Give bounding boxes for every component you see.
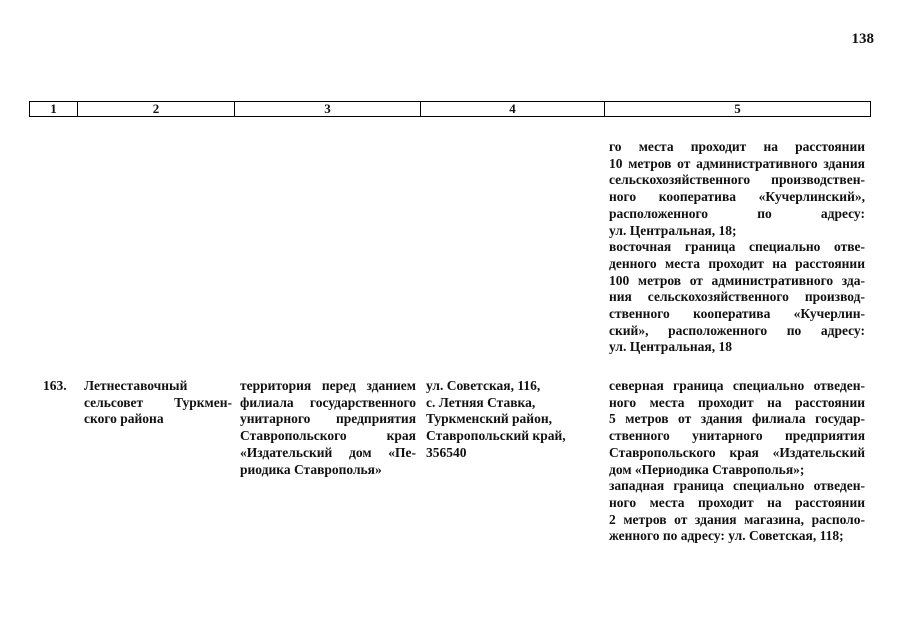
- text-line: Ставропольский край,: [426, 428, 566, 444]
- text-line: восточная граница специально отве-: [609, 239, 865, 255]
- text-line: Ставропольского края: [240, 428, 416, 444]
- text-line: 10 метров от административного здания: [609, 155, 865, 171]
- text-line: 2 метров от здания магазина, располо-: [609, 511, 865, 527]
- text-line: 5 метров от здания филиала государ-: [609, 411, 865, 427]
- text-line: западная граница специально отведен-: [609, 478, 865, 494]
- table-header-row: [29, 101, 871, 117]
- header-col-5: 5: [734, 101, 741, 116]
- text-line: филиала государственного: [240, 394, 416, 410]
- row-number: 163.: [43, 378, 67, 393]
- continuation-col5-text: [609, 139, 865, 356]
- text-line: ственного унитарного предприятия: [609, 428, 865, 444]
- text-line: «Издательский дом «Пе-: [240, 444, 416, 460]
- text-line: женного по адресу: ул. Советская, 118;: [609, 528, 844, 544]
- text-line: Ставропольского края «Издательский: [609, 444, 865, 460]
- text-line: 356540: [426, 444, 467, 460]
- header-col-3: 3: [235, 102, 421, 116]
- text-line: расположенного по адресу:: [609, 205, 865, 221]
- text-line: Летнеставочный: [84, 378, 188, 393]
- text-line: ного места проходит на расстоянии: [609, 394, 865, 410]
- text-line: ского района: [84, 411, 164, 427]
- text-line: ский», расположенного по адресу:: [609, 322, 865, 338]
- text-line: денного места проходит на расстоянии: [609, 255, 865, 271]
- text-line: сельскохозяйственного производствен-: [609, 172, 865, 188]
- header-col-2: 2: [78, 102, 235, 116]
- header-col-4: 4: [421, 102, 605, 116]
- text-line: ул. Центральная, 18: [609, 339, 732, 355]
- text-line: дом «Периодика Ставрополья»;: [609, 461, 805, 477]
- boundaries-description: [609, 378, 865, 545]
- text-line: 100 метров от административного зда-: [609, 272, 865, 288]
- text-line: ул. Советская, 116,: [426, 378, 541, 393]
- text-line: риодика Ставрополья»: [240, 461, 382, 477]
- address: [426, 378, 596, 462]
- text-line: сельсовет Туркмен-: [84, 394, 232, 410]
- text-line: ул. Центральная, 18;: [609, 222, 737, 238]
- text-line: ния сельскохозяйственного производ-: [609, 289, 865, 305]
- text-line: унитарного предприятия: [240, 411, 416, 427]
- text-line: го места проходит на расстоянии: [609, 139, 865, 154]
- text-line: ственного кооператива «Кучерлин-: [609, 306, 865, 322]
- text-line: ного места проходит на расстоянии: [609, 494, 865, 510]
- text-line: с. Летняя Ставка,: [426, 394, 536, 410]
- text-line: ного кооператива «Кучерлинский»,: [609, 189, 865, 205]
- page-number: 138: [851, 31, 874, 47]
- settlement-name: [84, 378, 232, 428]
- text-line: Туркменский район,: [426, 411, 552, 427]
- text-line: северная граница специально отведен-: [609, 378, 865, 393]
- header-col-1: 1: [30, 102, 78, 116]
- text-line: территория перед зданием: [240, 378, 416, 393]
- place-description: [240, 378, 416, 478]
